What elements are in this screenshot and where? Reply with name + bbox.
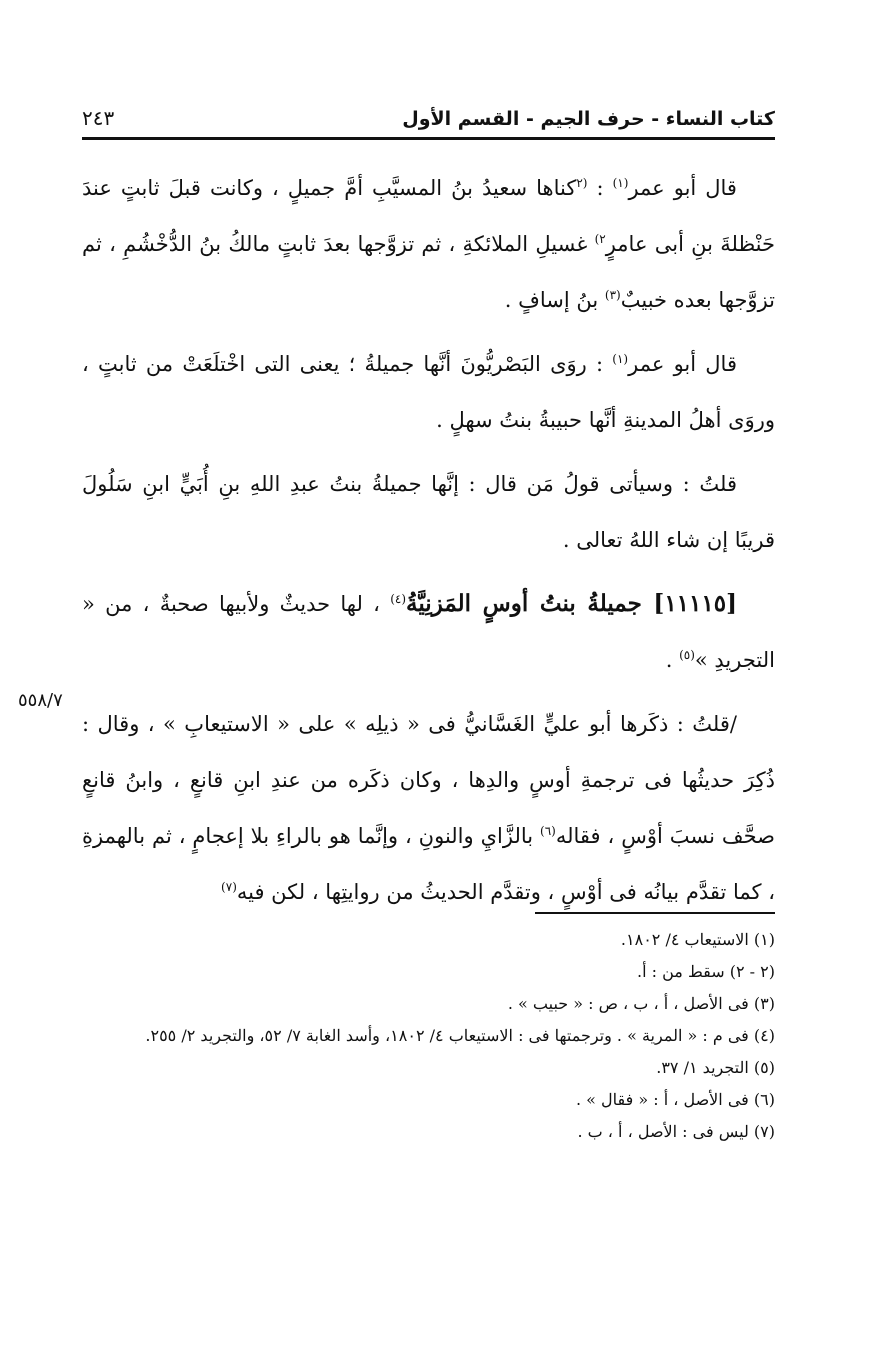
entry-number: [١١١١٥]	[653, 590, 737, 617]
footnote-ref: (١)	[612, 176, 629, 190]
footnote-ref: ٢)	[594, 232, 606, 246]
footnote-3: (٣) فى الأصل ، أ ، ب ، ص : « حبيب » .	[507, 994, 775, 1013]
footnote-1: (١) الاستيعاب ٤/ ١٨٠٢.	[620, 930, 775, 949]
footnote-ref: (٤)	[390, 592, 407, 606]
footnote-6: (٦) فى الأصل ، أ : « فقال » .	[575, 1090, 775, 1109]
running-header	[82, 96, 775, 130]
main-text	[82, 160, 775, 928]
footnote-ref: (٢	[576, 176, 588, 190]
margin-reference: ٥٥٨/٧	[18, 690, 63, 711]
footnote-4: (٤) فى م : « المرية » . وترجمتها فى : الاستيعاب ٤/ ١٨٠٢، وأسد الغابة ٧/ ٥٢، والتجريد ٢/ ٢٥٥.	[145, 1026, 775, 1045]
footnote-ref: (٣)	[604, 288, 621, 302]
footnote-rule	[535, 912, 775, 914]
paragraph-2: قال أبو عمر$^{(١)}$ : روَى البَصْريُّونَ أنَّها جميلةُ ؛ يعنى التى اخْتلَعَتْ من ثابتٍ ، وروَى أهلُ المدينةِ أنَّها حبيبةُ بنتُ سهلٍ .	[82, 352, 775, 432]
biography-entry: [١١١١٥] جميلةُ بنتُ أوسٍ المَزنِيَّةُ$^{(٤)}$ ، لها حديثٌ ولأبيها صحبةٌ ، من « التجريدِ »$^{(٥)}$ .	[82, 590, 775, 672]
paragraph-3: قلتُ : وسيأتى قولُ مَن قال : إنَّها جميلةُ بنتُ عبدِ اللهِ بنِ أُبَيٍّ ابنِ سَلُولَ قريبًا إن شاء اللهُ تعالى .	[82, 472, 775, 552]
footnote-ref: (٧)	[221, 880, 237, 894]
footnotes	[90, 925, 775, 1149]
entry-name: جميلةُ بنتُ أوسٍ المَزنِيَّةُ	[406, 590, 654, 617]
note-paragraph: /قلتُ : ذكَرها أبو عليٍّ الغَسَّانيُّ فى « ذيلِه » على « الاستيعابِ » ، وقال : ذُكِرَ حديثُها فى ترجمةِ أوسٍ والدِها ، وكان ذكَره من عندِ ابنِ قانعٍ ، وابنُ قانعٍ صحَّف نسبَ أوْسٍ ، فقاله$^{(٦)}$ بالزَّايِ والنونِ ، وإنَّما هو بالراءِ بلا إعجامٍ ، ثم بالهمزةِ ، كما تقدَّم بيانُه فى أوْسٍ ، وتقدَّم الحديثُ من روايتِها ، لكن فيه$^{(٧)}$	[82, 712, 775, 904]
page-number: ٢٤٣	[82, 106, 115, 130]
footnote-ref: (٦)	[540, 824, 556, 838]
footnote-7: (٧) ليس فى : الأصل ، أ ، ب .	[577, 1122, 775, 1141]
header-title: كتاب النساء - حرف الجيم - القسم الأول	[402, 108, 775, 130]
footnote-2: (٢ - ٢) سقط من : أ.	[637, 962, 775, 981]
footnote-5: (٥) التجريد ١/ ٣٧.	[656, 1058, 775, 1077]
header-rule	[82, 137, 775, 140]
footnote-ref: (١)	[612, 352, 629, 366]
footnote-ref: (٥)	[679, 648, 695, 662]
paragraph-1: قال أبو عمر$^{(١)}$ : $^{(٢}$كناها سعيدُ بنُ المسيَّبِ أمَّ جميلٍ ، وكانت قبلَ ثابتٍ عندَ حَنْظلةَ بنِ أبى عامرٍ$^{٢)}$ غسيلِ الملائكةِ ، ثم تزوَّجها بعدَ ثابتٍ مالكُ بنُ الدُّخْشُمِ ، ثم تزوَّجها بعده خبيبٌ$^{(٣)}$ بنُ إسافٍ .	[82, 176, 775, 312]
